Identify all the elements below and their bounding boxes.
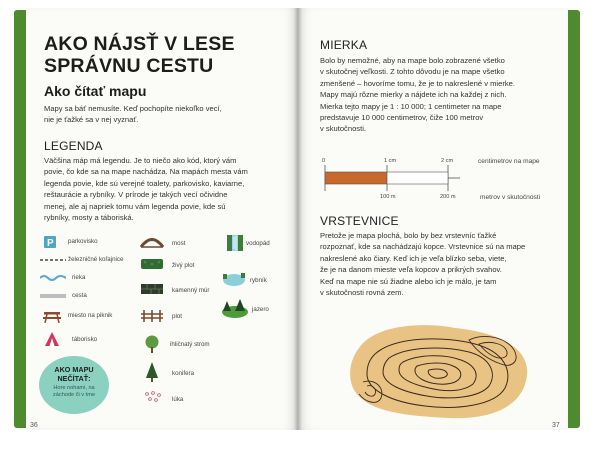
scale-tick-100m: 100 m: [380, 194, 396, 200]
legend-ziv-plot: živý plot: [172, 262, 195, 269]
tent-icon: [44, 331, 60, 347]
title-line-2: SPRÁVNU CESTU: [44, 55, 214, 77]
legend-taborisko: táborisko: [72, 336, 98, 343]
deciduous-tree-icon: [145, 335, 159, 353]
stone-wall-icon: [141, 284, 163, 294]
contour-illustration: [345, 318, 533, 422]
legend-paragraph: Väčšina máp má legendu. Je to niečo ako kód, ktorý vám povie, čo kde sa na mape nachádza. Na mapách mesta vám legenda povie, kde sú verejné toalety, parkovisko, kaviarne, reštaurácie a rybníky. V prírode je takých vecí očividne menej, ale aj napriek tomu vám legenda povie, kde sú rybníky, mosty a táboriská.: [44, 156, 248, 223]
scale-tick-0cm: 0: [322, 158, 326, 164]
title-line-1: AKO NÁJSŤ V LESE: [44, 33, 235, 55]
picnic-table-icon: [43, 309, 61, 323]
conifer-icon: [146, 362, 158, 382]
legend-luka: lúka: [172, 396, 184, 403]
legend-jazero: jazero: [252, 306, 269, 313]
hedge-icon: [141, 259, 163, 269]
legend-kamenny-mur: kamenný múr: [172, 287, 210, 294]
waterfall-icon: [227, 235, 243, 251]
legend-miesto-na-piknik: miesto na piknik: [68, 312, 113, 319]
legend-rieka: rieka: [72, 274, 86, 281]
river-icon: [40, 274, 66, 282]
meadow-icon: [144, 391, 162, 403]
scale-paragraph: Bolo by nemožné, aby na mape bolo zobrazené všetko v skutočnej veľkosti. Z tohto dôvodu je na mape všetko zmenšené – hovoríme tomu, že je to nakreslené v mierke. Mapy majú rôzne mierky a nájdete ich na každej z nich. Mierka tejto mapy je 1 : 10 000; 1 centimeter na mape predstavuje 10 000 centimetrov, čiže 100 metrov v skutočnosti.: [320, 56, 515, 134]
how-not-to-read-badge: [39, 356, 109, 414]
legend-rybnik: rybník: [250, 277, 267, 284]
book-spine: [294, 8, 302, 430]
page-title: [44, 33, 284, 77]
svg-text:P: P: [47, 238, 54, 248]
legend-konifera: konifera: [172, 370, 195, 377]
legend-cesta: cesta: [72, 292, 87, 299]
legend-ihlicnaty-strom: ihličnatý strom: [170, 341, 210, 348]
scale-tick-200m: 200 m: [440, 194, 456, 200]
lake-icon: [221, 299, 249, 319]
scale-tick-1cm: 1 cm: [384, 158, 397, 164]
road-icon: [40, 293, 66, 299]
badge-title: AKO MAPU NEČÍTAŤ:: [54, 365, 94, 383]
legend-plot: plot: [172, 313, 182, 320]
scale-label-cm: centimetrov na mape: [478, 158, 540, 165]
legend-zeleznicne-kolajnice: železničné koľajnice: [68, 256, 124, 263]
bridge-icon: [140, 234, 164, 248]
fence-icon: [141, 310, 163, 322]
railway-icon: [40, 257, 66, 263]
contour-heading: VRSTEVNICE: [320, 214, 399, 228]
pond-icon: [222, 271, 246, 287]
page-number-right: 37: [552, 422, 560, 429]
legend-most: most: [172, 240, 186, 247]
legend-parkovisko: parkovisko: [68, 238, 98, 245]
scale-label-m: metrov v skutočnosti: [480, 194, 541, 201]
parking-icon: [44, 236, 56, 248]
scale-tick-2cm: 2 cm: [441, 158, 454, 164]
cover-right: [566, 10, 580, 428]
scale-bar: [324, 165, 464, 191]
badge-text: Hore nohami, na záchode či v tme: [53, 385, 95, 398]
page-number-left: 36: [30, 422, 38, 429]
legend-heading: LEGENDA: [44, 139, 103, 153]
scale-heading: MIERKA: [320, 38, 368, 52]
contour-paragraph: Pretože je mapa plochá, bolo by bez vrstevníc ťažké rozpoznať, kde sa nachádzajú kopce. Vrstevnice sú na mape nakreslené ako čiary. Keď ich je veľa blízko seba, viete, že je na danom mieste veľa kopcov a prikrých svahov. Keď na mape nie sú žiadne alebo ich je málo, je tam v skutočnosti rovná zem.: [320, 231, 526, 298]
subtitle: Ako čítať mapu: [44, 83, 147, 99]
legend-vodopad: vodopád: [246, 240, 270, 247]
intro-text: Mapy sa báť nemusíte. Keď pochopíte niekoľko vecí, nie je ťažké sa v nej vyznať.: [44, 104, 222, 125]
